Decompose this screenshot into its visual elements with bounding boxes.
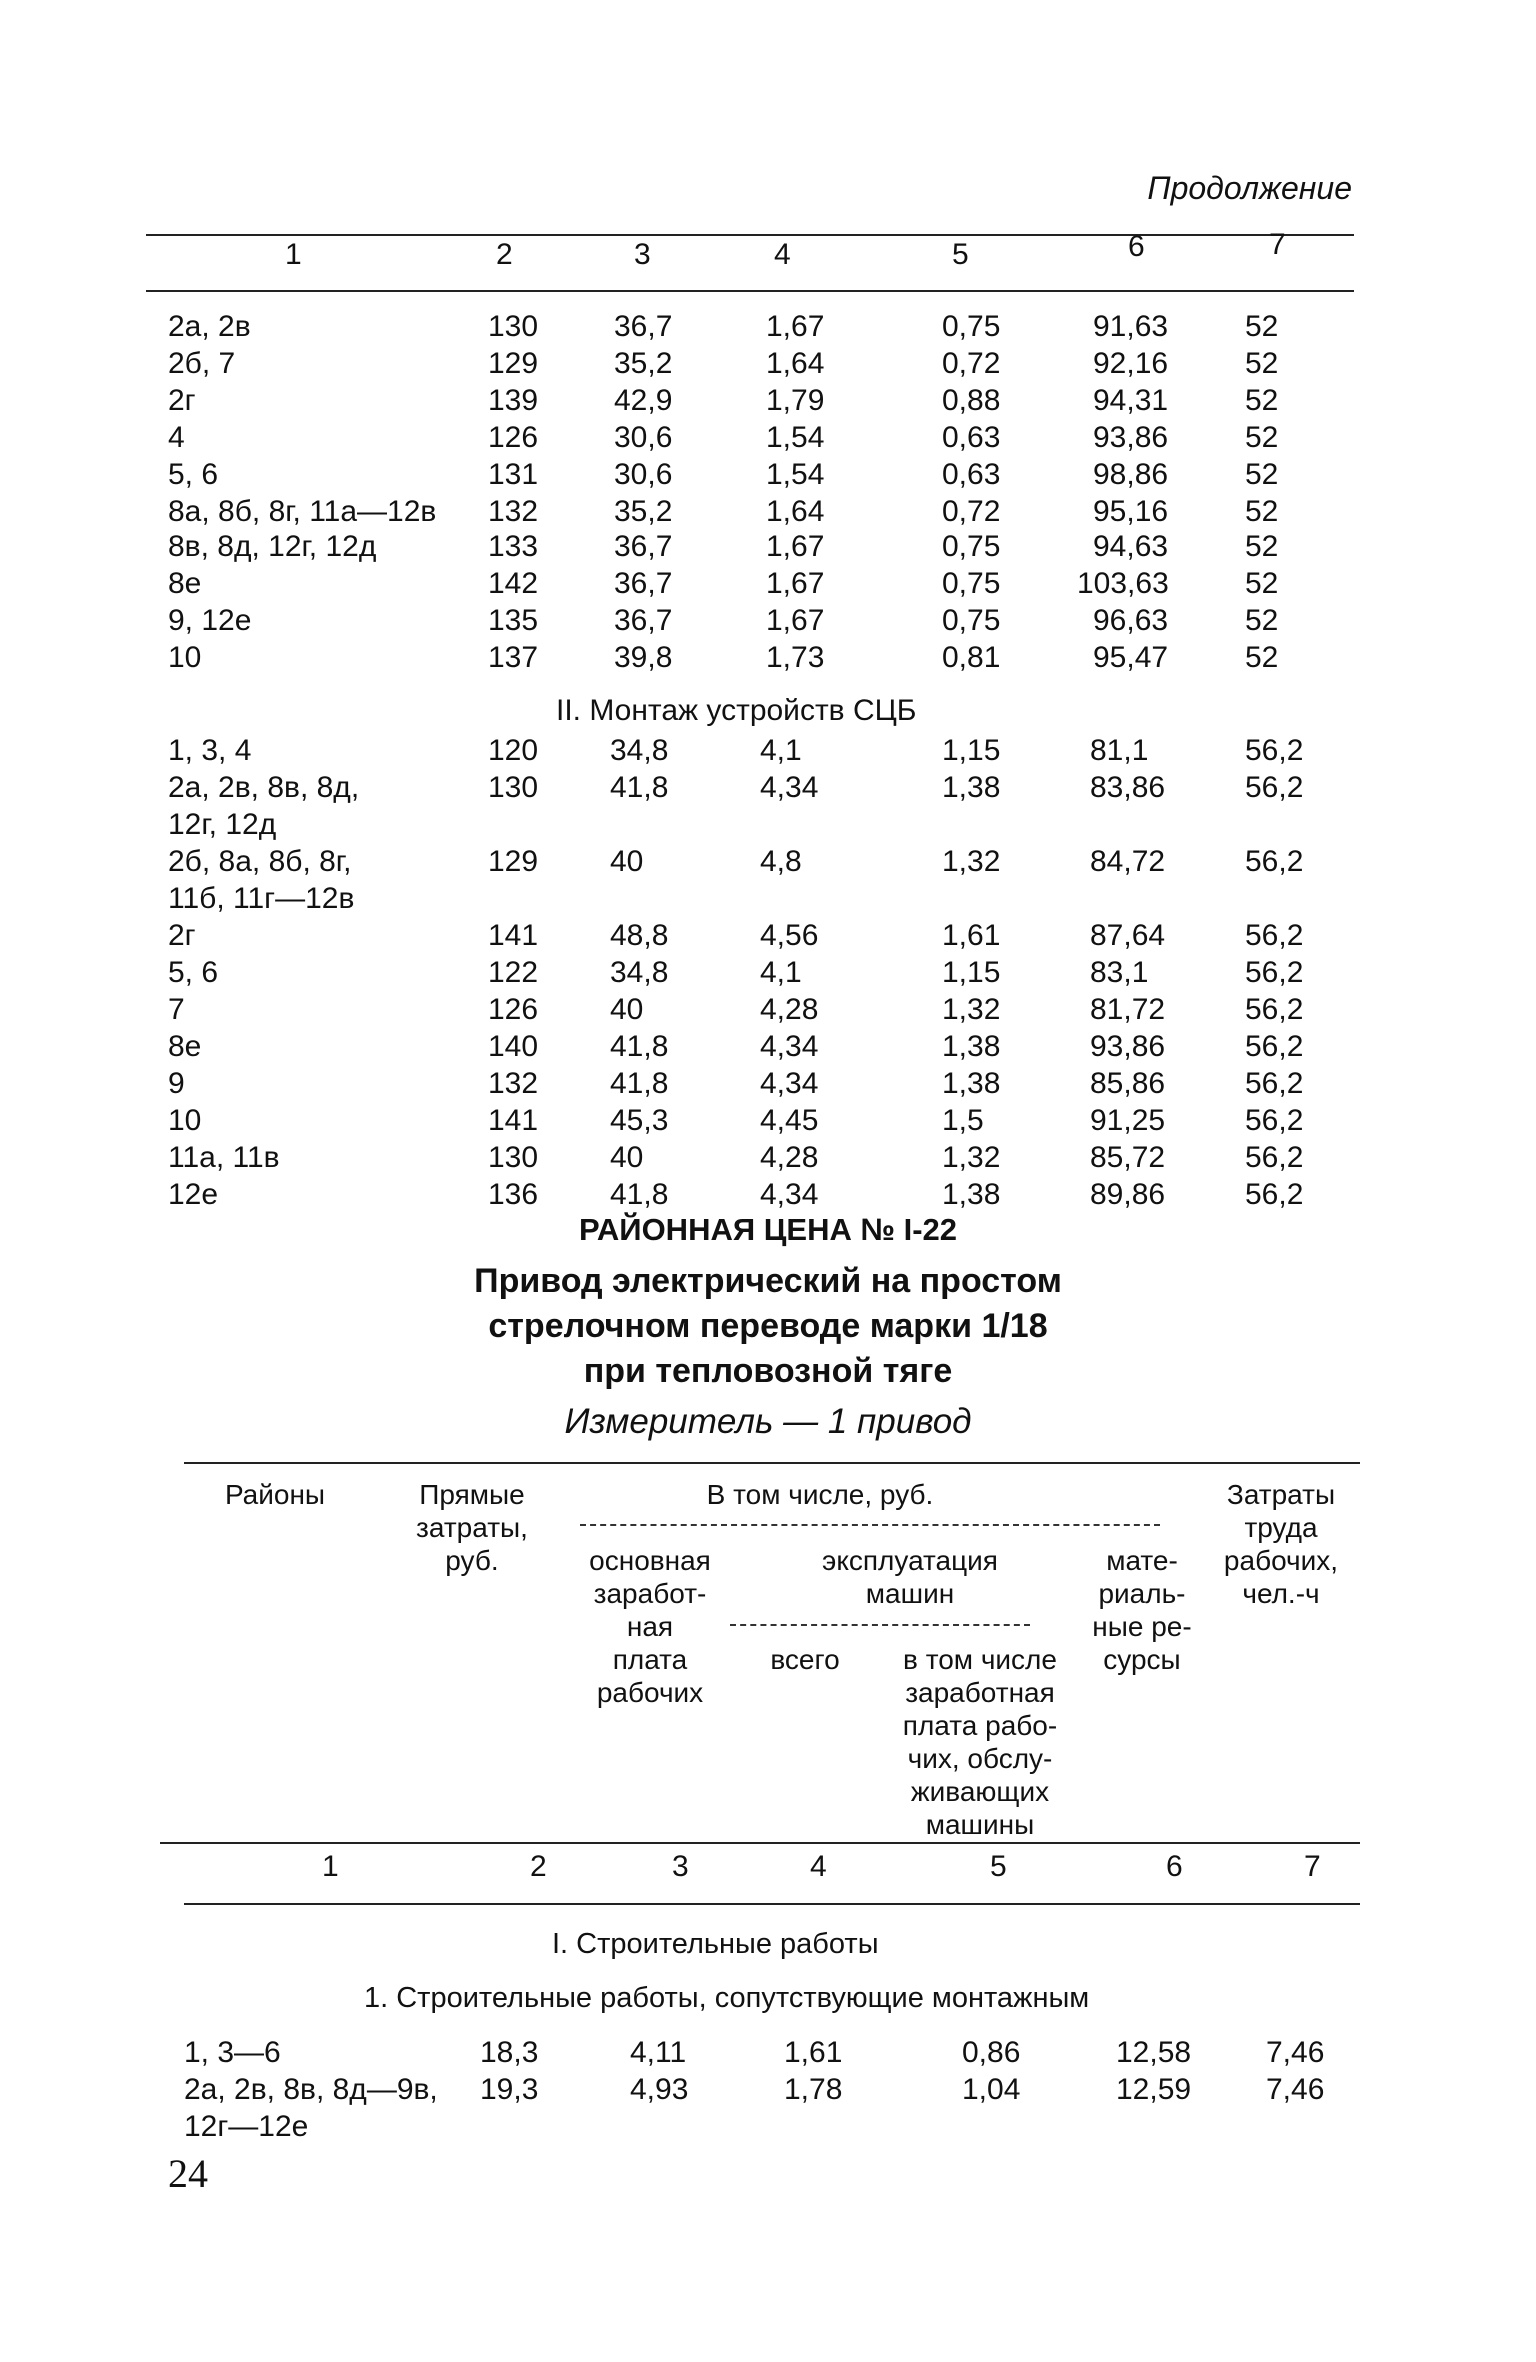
- heading-line-3: при тепловозной тяге: [583, 1352, 953, 1390]
- cell-col2: 130: [488, 1141, 539, 1174]
- cell-col7: 52: [1245, 567, 1279, 600]
- cell-col6: 83,1: [1090, 956, 1149, 989]
- header-including: В том числе, руб.: [706, 1479, 934, 1510]
- cell-col7: 52: [1245, 421, 1279, 454]
- bottom-header-1: 1: [322, 1850, 339, 1883]
- header-text-line: рабочих: [596, 1677, 704, 1708]
- cell-col6: 96,63: [1093, 604, 1169, 637]
- header-text-line: в том числе: [903, 1644, 1057, 1675]
- bottom-header-4: 4: [810, 1850, 827, 1883]
- header-text-line: ная: [626, 1611, 674, 1642]
- cell-region: 4: [168, 421, 185, 454]
- cell-col4: 4,28: [760, 993, 819, 1026]
- table-row: [0, 495, 1279, 532]
- cell-col2: 126: [488, 993, 539, 1026]
- cell-col7: 56,2: [1245, 1178, 1304, 1211]
- cell-col5: 0,72: [942, 495, 1001, 528]
- table-row: [0, 310, 1279, 347]
- cell-col7: 56,2: [1245, 1067, 1304, 1100]
- header-text-line: основная: [589, 1545, 711, 1576]
- cell-col4: 1,64: [766, 347, 825, 380]
- cell-col3: 41,8: [610, 1178, 669, 1211]
- cell-col3: 40: [610, 1141, 644, 1174]
- cell-col4: 4,8: [760, 845, 802, 878]
- header-text-line: риаль-: [1098, 1578, 1186, 1609]
- cell-col4: 4,34: [760, 1067, 819, 1100]
- cell-col7: 52: [1245, 347, 1279, 380]
- cell-region: 1, 3—6: [184, 2036, 281, 2069]
- cell-col7: 52: [1245, 495, 1279, 528]
- cell-col4: 4,45: [760, 1104, 819, 1137]
- cell-col5: 1,15: [942, 734, 1001, 767]
- cell-col4: 1,73: [766, 641, 825, 674]
- cell-col5: 0,81: [942, 641, 1001, 674]
- header-text-line: плата рабо-: [902, 1710, 1058, 1741]
- cell-region: 2г: [168, 384, 196, 417]
- cell-col5: 0,86: [962, 2036, 1021, 2069]
- cell-col3: 36,7: [614, 310, 673, 343]
- cell-col6: 91,25: [1090, 1104, 1166, 1137]
- cell-col2: 122: [488, 956, 539, 989]
- cell-col5: 0,75: [942, 310, 1001, 343]
- cell-col7: 52: [1245, 310, 1279, 343]
- cell-col4: 1,61: [784, 2036, 843, 2069]
- cell-col5: 0,75: [942, 530, 1001, 563]
- cell-col5: 0,88: [942, 384, 1001, 417]
- cell-col5: 0,75: [942, 604, 1001, 637]
- cell-col4: 4,34: [760, 1030, 819, 1063]
- cell-col3: 40: [610, 993, 644, 1026]
- cell-col7: 56,2: [1245, 845, 1304, 878]
- table-row: [0, 567, 1279, 604]
- header-divider: [730, 1624, 1030, 1626]
- top-header-5: 5: [952, 238, 969, 271]
- cell-col5: 1,32: [942, 1141, 1001, 1174]
- bottom-table-rule-mid: [160, 1842, 1360, 1844]
- cell-col5: 1,15: [942, 956, 1001, 989]
- bottom-table-rule-top: [184, 1462, 1360, 1464]
- cell-col5: 1,61: [942, 919, 1001, 952]
- header-text-line: мате-: [1106, 1545, 1178, 1576]
- cell-col4: 4,34: [760, 1178, 819, 1211]
- cell-region: 9, 12е: [168, 604, 252, 637]
- cell-col2: 142: [488, 567, 539, 600]
- cell-col7: 56,2: [1245, 1104, 1304, 1137]
- cell-col3: 35,2: [614, 347, 673, 380]
- cell-col3: 34,8: [610, 956, 669, 989]
- cell-col5: 0,63: [942, 458, 1001, 491]
- bottom-header-2: 2: [530, 1850, 547, 1883]
- cell-col2: 140: [488, 1030, 539, 1063]
- cell-col7: 7,46: [1266, 2036, 1325, 2069]
- header-text-line: живающих: [910, 1776, 1050, 1807]
- cell-col6: 94,31: [1093, 384, 1169, 417]
- cell-col5: 1,32: [942, 845, 1001, 878]
- table-row: [0, 604, 1279, 641]
- top-table-rule-top: [146, 234, 1354, 236]
- cell-col3: 4,93: [630, 2073, 689, 2106]
- cell-region: 11а, 11в: [168, 1141, 280, 1174]
- cell-col3: 30,6: [614, 458, 673, 491]
- cell-col7: 52: [1245, 604, 1279, 637]
- cell-col6: 85,86: [1090, 1067, 1166, 1100]
- header-text-line: плата: [612, 1644, 688, 1675]
- section-title: II. Монтаж устройств СЦБ: [556, 694, 917, 727]
- heading-line-1: Привод электрический на простом: [474, 1262, 1062, 1300]
- cell-col6: 85,72: [1090, 1141, 1166, 1174]
- cell-col6: 95,16: [1093, 495, 1169, 528]
- cell-region: 8е: [168, 1030, 202, 1063]
- cell-col2: 130: [488, 771, 539, 804]
- header-incl-wages: [880, 1643, 1080, 1841]
- table-row: [0, 1104, 1304, 1141]
- cell-col6: 94,63: [1093, 530, 1169, 563]
- cell-col2: 19,3: [480, 2073, 539, 2106]
- header-regions: Районы: [224, 1479, 326, 1510]
- cell-col4: 1,67: [766, 604, 825, 637]
- table-row: [0, 734, 1304, 771]
- cell-col5: 0,63: [942, 421, 1001, 454]
- cell-col7: 56,2: [1245, 956, 1304, 989]
- cell-region: 2б, 7: [168, 347, 236, 380]
- cell-col6: 89,86: [1090, 1178, 1166, 1211]
- table-row: [0, 2073, 1325, 2110]
- cell-col7: 52: [1245, 384, 1279, 417]
- cell-region: 2г: [168, 919, 196, 952]
- header-machines: [760, 1544, 1060, 1610]
- cell-col4: 1,67: [766, 567, 825, 600]
- cell-col6: 91,63: [1093, 310, 1169, 343]
- header-text-line: затраты,: [416, 1512, 528, 1543]
- table-row: [0, 845, 1304, 882]
- cell-col5: 0,72: [942, 347, 1001, 380]
- cell-col6: 84,72: [1090, 845, 1166, 878]
- header-text-line: чих, обслу-: [907, 1743, 1053, 1774]
- cell-col5: 1,38: [942, 1067, 1001, 1100]
- header-text-line: заработ-: [593, 1578, 707, 1609]
- measure-unit: Измеритель — 1 привод: [564, 1402, 972, 1441]
- cell-col7: 56,2: [1245, 993, 1304, 1026]
- cell-col3: 39,8: [614, 641, 673, 674]
- cell-col4: 4,1: [760, 956, 802, 989]
- table-row: [0, 458, 1279, 495]
- cell-col3: 40: [610, 845, 644, 878]
- cell-region: 1, 3, 4: [168, 734, 252, 767]
- header-divider: [580, 1524, 1160, 1526]
- header-direct-costs: [392, 1478, 552, 1577]
- bottom-header-3: 3: [672, 1850, 689, 1883]
- top-header-1: 1: [285, 238, 302, 271]
- cell-region: 5, 6: [168, 458, 219, 491]
- cell-col5: 1,38: [942, 1178, 1001, 1211]
- page-number: 24: [168, 2151, 208, 2196]
- cell-region: 10: [168, 641, 202, 674]
- table-row: [0, 1141, 1304, 1178]
- cell-col6: 81,72: [1090, 993, 1166, 1026]
- cell-region: 12е: [168, 1178, 219, 1211]
- table-row: [0, 808, 1200, 845]
- header-text-line: машин: [865, 1578, 955, 1609]
- header-wages: [566, 1544, 734, 1709]
- header-total: всего: [770, 1644, 840, 1675]
- continuation-label: Продолжение: [1147, 170, 1352, 206]
- cell-col6: 87,64: [1090, 919, 1166, 952]
- cell-region: 8а, 8б, 8г, 11а—12в: [168, 495, 437, 528]
- cell-region: 11б, 11г—12в: [168, 882, 355, 915]
- cell-col6: 12,58: [1116, 2036, 1192, 2069]
- header-text-line: Затраты: [1226, 1479, 1336, 1510]
- cell-col3: 36,7: [614, 530, 673, 563]
- cell-col7: 52: [1245, 641, 1279, 674]
- cell-col7: 56,2: [1245, 919, 1304, 952]
- cell-col7: 52: [1245, 530, 1279, 563]
- cell-col3: 41,8: [610, 1030, 669, 1063]
- table-row: [0, 347, 1279, 384]
- cell-col3: 48,8: [610, 919, 669, 952]
- cell-col2: 141: [488, 919, 539, 952]
- cell-col7: 52: [1245, 458, 1279, 491]
- header-text-line: сурсы: [1103, 1644, 1181, 1675]
- cell-region: 12г—12е: [184, 2110, 309, 2143]
- cell-col2: 132: [488, 1067, 539, 1100]
- table-row: [0, 1178, 1304, 1215]
- cell-col3: 30,6: [614, 421, 673, 454]
- table-row: [0, 993, 1304, 1030]
- header-text-line: труда: [1244, 1512, 1318, 1543]
- header-text-line: Прямые: [419, 1479, 525, 1510]
- cell-col4: 4,34: [760, 771, 819, 804]
- cell-col2: 129: [488, 347, 539, 380]
- cell-col4: 1,54: [766, 421, 825, 454]
- cell-col6: 93,86: [1090, 1030, 1166, 1063]
- table-row: [0, 1067, 1304, 1104]
- cell-col3: 45,3: [610, 1104, 669, 1137]
- cell-col4: 1,64: [766, 495, 825, 528]
- cell-region: 2а, 2в: [168, 310, 251, 343]
- cell-col4: 1,54: [766, 458, 825, 491]
- cell-col2: 136: [488, 1178, 539, 1211]
- subsection-title: 1. Строительные работы, сопутствующие монтажным: [364, 1982, 1090, 2014]
- table-row: [0, 2036, 1325, 2073]
- cell-col2: 135: [488, 604, 539, 637]
- cell-col3: 35,2: [614, 495, 673, 528]
- top-header-3: 3: [634, 238, 651, 271]
- cell-region: 2б, 8а, 8б, 8г,: [168, 845, 352, 878]
- cell-col2: 131: [488, 458, 539, 491]
- cell-col3: 36,7: [614, 567, 673, 600]
- cell-col4: 4,56: [760, 919, 819, 952]
- cell-col6: 103,63: [1077, 567, 1169, 600]
- header-text-line: ные ре-: [1092, 1611, 1192, 1642]
- cell-col7: 7,46: [1266, 2073, 1325, 2106]
- cell-col2: 133: [488, 530, 539, 563]
- cell-col6: 95,47: [1093, 641, 1169, 674]
- cell-col5: 1,32: [942, 993, 1001, 1026]
- header-text-line: руб.: [445, 1545, 499, 1576]
- cell-region: 7: [168, 993, 185, 1026]
- cell-col3: 42,9: [614, 384, 673, 417]
- top-header-4: 4: [774, 238, 791, 271]
- cell-col3: 41,8: [610, 1067, 669, 1100]
- bottom-header-6: 6: [1166, 1850, 1183, 1883]
- table-row: [0, 919, 1304, 956]
- cell-col6: 93,86: [1093, 421, 1169, 454]
- header-text-line: машины: [925, 1809, 1035, 1840]
- cell-region: 10: [168, 1104, 202, 1137]
- top-header-7: 7: [1269, 228, 1286, 261]
- cell-col6: 12,59: [1116, 2073, 1192, 2106]
- header-text-line: заработная: [905, 1677, 1055, 1708]
- cell-col2: 130: [488, 310, 539, 343]
- cell-col3: 41,8: [610, 771, 669, 804]
- cell-col5: 0,75: [942, 567, 1001, 600]
- cell-col7: 56,2: [1245, 734, 1304, 767]
- cell-region: 12г, 12д: [168, 808, 277, 841]
- header-materials: [1082, 1544, 1202, 1676]
- table-row: [0, 1030, 1304, 1067]
- table-row: [0, 530, 1279, 567]
- cell-col7: 56,2: [1245, 771, 1304, 804]
- top-header-2: 2: [496, 238, 513, 271]
- top-table-rule-mid: [146, 290, 1354, 292]
- cell-col5: 1,38: [942, 771, 1001, 804]
- cell-col2: 139: [488, 384, 539, 417]
- cell-region: 8е: [168, 567, 202, 600]
- cell-col2: 120: [488, 734, 539, 767]
- table-row: [0, 384, 1279, 421]
- header-text-line: чел.-ч: [1242, 1578, 1320, 1609]
- cell-col2: 141: [488, 1104, 539, 1137]
- bottom-header-7: 7: [1304, 1850, 1321, 1883]
- cell-col3: 4,11: [630, 2036, 687, 2069]
- cell-col6: 92,16: [1093, 347, 1169, 380]
- header-labour: [1206, 1478, 1356, 1610]
- cell-col6: 98,86: [1093, 458, 1169, 491]
- cell-col4: 4,1: [760, 734, 802, 767]
- cell-col6: 83,86: [1090, 771, 1166, 804]
- table-row: [0, 2110, 1200, 2147]
- header-text-line: рабочих,: [1223, 1545, 1339, 1576]
- cell-col2: 132: [488, 495, 539, 528]
- table-row: [0, 882, 1200, 919]
- cell-col4: 1,78: [784, 2073, 843, 2106]
- cell-col4: 1,79: [766, 384, 825, 417]
- table-row: [0, 421, 1279, 458]
- cell-col5: 1,04: [962, 2073, 1021, 2106]
- cell-col7: 56,2: [1245, 1141, 1304, 1174]
- heading-line-2: стрелочном переводе марки 1/18: [488, 1307, 1048, 1345]
- bottom-header-5: 5: [990, 1850, 1007, 1883]
- cell-col3: 34,8: [610, 734, 669, 767]
- cell-col4: 1,67: [766, 530, 825, 563]
- price-title: РАЙОННАЯ ЦЕНА № I-22: [578, 1212, 958, 1247]
- cell-col2: 129: [488, 845, 539, 878]
- cell-col2: 18,3: [480, 2036, 539, 2069]
- table-row: [0, 956, 1304, 993]
- cell-region: 8в, 8д, 12г, 12д: [168, 530, 377, 563]
- cell-col5: 1,38: [942, 1030, 1001, 1063]
- header-text-line: эксплуатация: [822, 1545, 998, 1576]
- section-title: I. Строительные работы: [552, 1928, 879, 1960]
- cell-col7: 56,2: [1245, 1030, 1304, 1063]
- cell-region: 9: [168, 1067, 185, 1100]
- cell-col5: 1,5: [942, 1104, 984, 1137]
- cell-col3: 36,7: [614, 604, 673, 637]
- table-row: [0, 641, 1279, 678]
- bottom-table-rule-bottom: [184, 1903, 1360, 1905]
- cell-col2: 126: [488, 421, 539, 454]
- cell-col4: 1,67: [766, 310, 825, 343]
- cell-col6: 81,1: [1090, 734, 1149, 767]
- table-row: [0, 771, 1304, 808]
- cell-col4: 4,28: [760, 1141, 819, 1174]
- cell-region: 2а, 2в, 8в, 8д,: [168, 771, 360, 804]
- cell-col2: 137: [488, 641, 539, 674]
- cell-region: 2а, 2в, 8в, 8д—9в,: [184, 2073, 438, 2106]
- top-header-6: 6: [1128, 230, 1145, 263]
- cell-region: 5, 6: [168, 956, 219, 989]
